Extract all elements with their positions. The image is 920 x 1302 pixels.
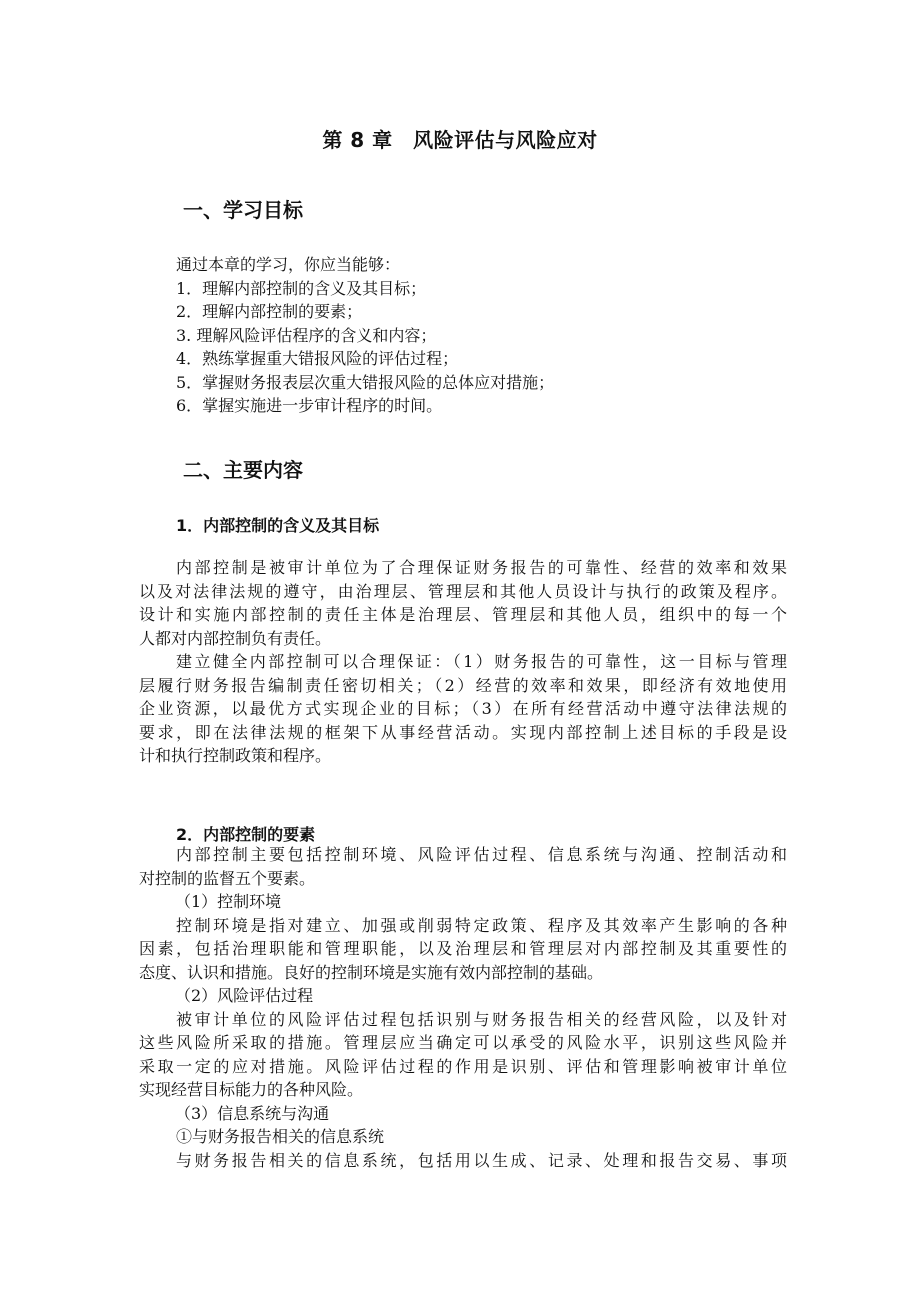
paragraph-internal-control-definition [139,556,787,768]
paragraph-line: 内部控制是被审计单位为了合理保证财务报告的可靠性、经营的效率和效果 [176,558,787,577]
subsection-heading-1: 1．内部控制的含义及其目标 [176,516,380,535]
paragraph-line: 人都对内部控制负有责任。 [139,628,332,648]
element-title-control-environment: （1）控制环境 [175,892,282,911]
paragraph-line: 计和执行控制政策和程序。 [139,746,332,765]
paragraph-line: 控制环境是指对建立、加强或削弱特定政策、程序及其效率产生影响的各种 [176,915,787,935]
paragraph-line: 内部控制主要包括控制环境、风险评估过程、信息系统与沟通、控制活动和 [176,845,787,864]
paragraph-line: 因素，包括治理职能和管理职能，以及治理层和管理层对内部控制及其重要性的 [139,939,787,958]
chapter-title: 第 8 章 风险评估与风险应对 [322,128,598,152]
objective-item: 4．熟练掌握重大错报风险的评估过程； [176,349,459,368]
paragraph-line: 设计和实施内部控制的责任主体是治理层、管理层和其他人员，组织中的每一个 [139,605,787,624]
section-heading-learning-objectives: 一、学习目标 [183,198,303,222]
paragraph-line: 以及对法律法规的遵守，由治理层、管理层和其他人员设计与执行的政策及程序。 [139,581,787,601]
element-title-risk-assessment: （2）风险评估过程 [175,986,314,1005]
paragraph-line: 采取一定的应对措施。风险评估过程的作用是识别、评估和管理影响被审计单位 [139,1056,787,1076]
paragraph-line: 态度、认识和措施。良好的控制环境是实施有效内部控制的基础。 [139,962,604,982]
paragraph-line: 层履行财务报告编制责任密切相关；（2）经营的效率和效果，即经济有效地使用 [139,675,787,695]
element-subtitle-financial-reporting-system: ①与财务报告相关的信息系统 [176,1127,385,1146]
objective-item: 2．理解内部控制的要素； [176,302,363,321]
paragraph-line: 要求，即在法律法规的框架下从事经营活动。实现内部控制上述目标的手段是设 [139,722,787,742]
paragraph-line: 被审计单位的风险评估过程包括识别与财务报告相关的经营风险，以及针对 [176,1009,787,1029]
objectives-intro: 通过本章的学习，你应当能够： [176,255,401,274]
element-title-information-system: （3）信息系统与沟通 [175,1103,330,1123]
paragraph-line: 与财务报告相关的信息系统，包括用以生成、记录、处理和报告交易、事项 [176,1150,787,1170]
objective-item: 6．掌握实施进一步审计程序的时间。 [176,396,443,415]
learning-objectives-list [176,253,776,418]
paragraph-line: 建立健全内部控制可以合理保证：（1）财务报告的可靠性，这一目标与管理 [176,652,787,671]
section-heading-main-content: 二、主要内容 [183,458,303,482]
paragraph-line: 实现经营目标能力的各种风险。 [139,1080,364,1099]
objective-item: 5．掌握财务报表层次重大错报风险的总体应对措施； [176,372,555,392]
paragraph-line: 对控制的监督五个要素。 [139,868,316,888]
subsection-heading-2: 2．内部控制的要素 [176,825,316,844]
objective-item: 3. 理解风险评估程序的含义和内容； [176,325,437,345]
paragraph-line: 这些风险所采取的措施。管理层应当确定可以承受的风险水平，识别这些风险并 [139,1033,787,1052]
paragraph-line: 企业资源，以最优方式实现企业的目标；（3）在所有经营活动中遵守法律法规的 [139,699,787,718]
objective-item: 1．理解内部控制的含义及其目标； [176,278,427,298]
paragraph-internal-control-elements [139,843,787,1172]
